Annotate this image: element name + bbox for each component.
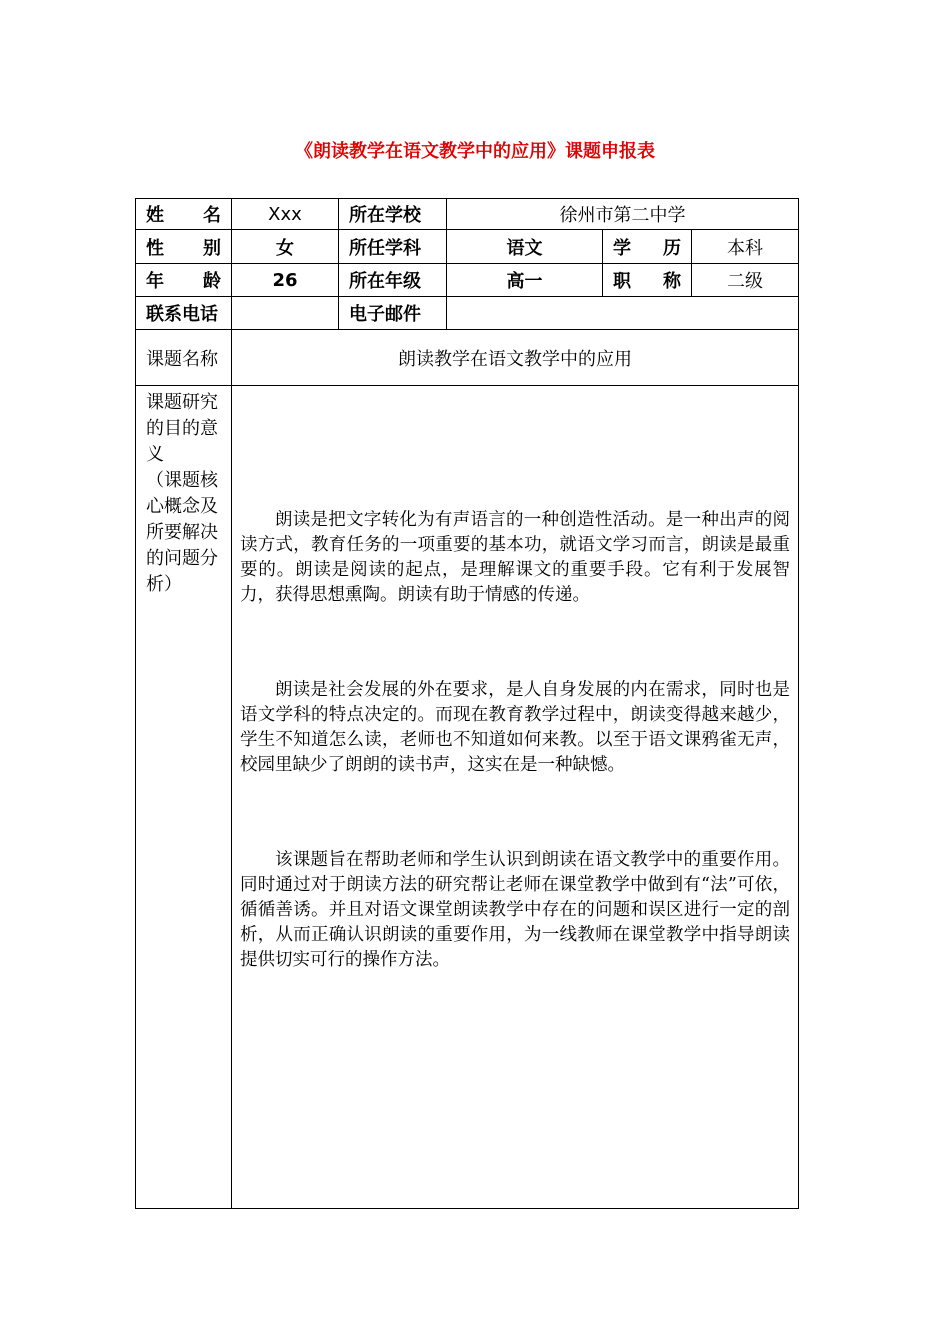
form-row-purpose: [136, 386, 799, 1209]
purpose-label: 课题研究 的目的意 义 （课题核 心概念及 所要解决 的问题分 析）: [136, 386, 232, 1209]
form-row-contact: [136, 297, 799, 330]
age-value: 26: [232, 264, 339, 297]
form-row-gender: [136, 230, 799, 264]
education-label: 学 历: [603, 230, 692, 264]
grade-value: 高一: [447, 264, 603, 297]
school-label: 所在学校: [339, 199, 447, 230]
purpose-content: [232, 386, 799, 1209]
topic-label: 课题名称: [136, 330, 232, 386]
school-value: 徐州市第二中学: [447, 199, 799, 230]
subject-label: 所任学科: [339, 230, 447, 264]
gender-label: 性 别: [136, 230, 232, 264]
purpose-paragraph-2: 朗读是社会发展的外在要求，是人自身发展的内在需求，同时也是语文学科的特点决定的。而现在教育教学过程中，朗读变得越来越少，学生不知道怎么读，老师也不知道如何来教。以至于语文课鸦雀无声，校园里缺少了朗朗的读书声，这实在是一种缺憾。: [240, 680, 790, 775]
page-title: 《朗读教学在语文教学中的应用》课题申报表: [295, 141, 655, 162]
purpose-paragraph-1: 朗读是把文字转化为有声语言的一种创造性活动。是一种出声的阅读方式，教育任务的一项重要的基本功，就语文学习而言，朗读是最重要的。朗读是阅读的起点，是理解课文的重要手段。它有利于发展智力，获得思想熏陶。朗读有助于情感的传递。: [240, 510, 790, 605]
age-label: 年 龄: [136, 264, 232, 297]
purpose-paragraph-3: 该课题旨在帮助老师和学生认识到朗读在语文教学中的重要作用。同时通过对于朗读方法的研究帮让老师在课堂教学中做到有“法”可依，循循善诱。并且对语文课堂朗读教学中存在的问题和误区进行一定的剖析，从而正确认识朗读的重要作用，为一线教师在课堂教学中指导朗读提供切实可行的操作方法。: [240, 850, 790, 970]
name-value: Xxx: [232, 199, 339, 230]
job-title-value: 二级: [692, 264, 799, 297]
form-row-name: [136, 199, 799, 230]
job-title-label: 职 称: [603, 264, 692, 297]
education-value: 本科: [692, 230, 799, 264]
form-row-topic: [136, 330, 799, 386]
form-row-age: [136, 264, 799, 297]
application-form-table: [135, 198, 799, 1209]
email-value: [447, 297, 799, 330]
phone-value: [232, 297, 339, 330]
email-label: 电子邮件: [339, 297, 447, 330]
name-label: 姓 名: [136, 199, 232, 230]
topic-value: 朗读教学在语文教学中的应用: [232, 330, 799, 386]
grade-label: 所在年级: [339, 264, 447, 297]
gender-value: 女: [232, 230, 339, 264]
subject-value: 语文: [447, 230, 603, 264]
phone-label: 联系电话: [136, 297, 232, 330]
